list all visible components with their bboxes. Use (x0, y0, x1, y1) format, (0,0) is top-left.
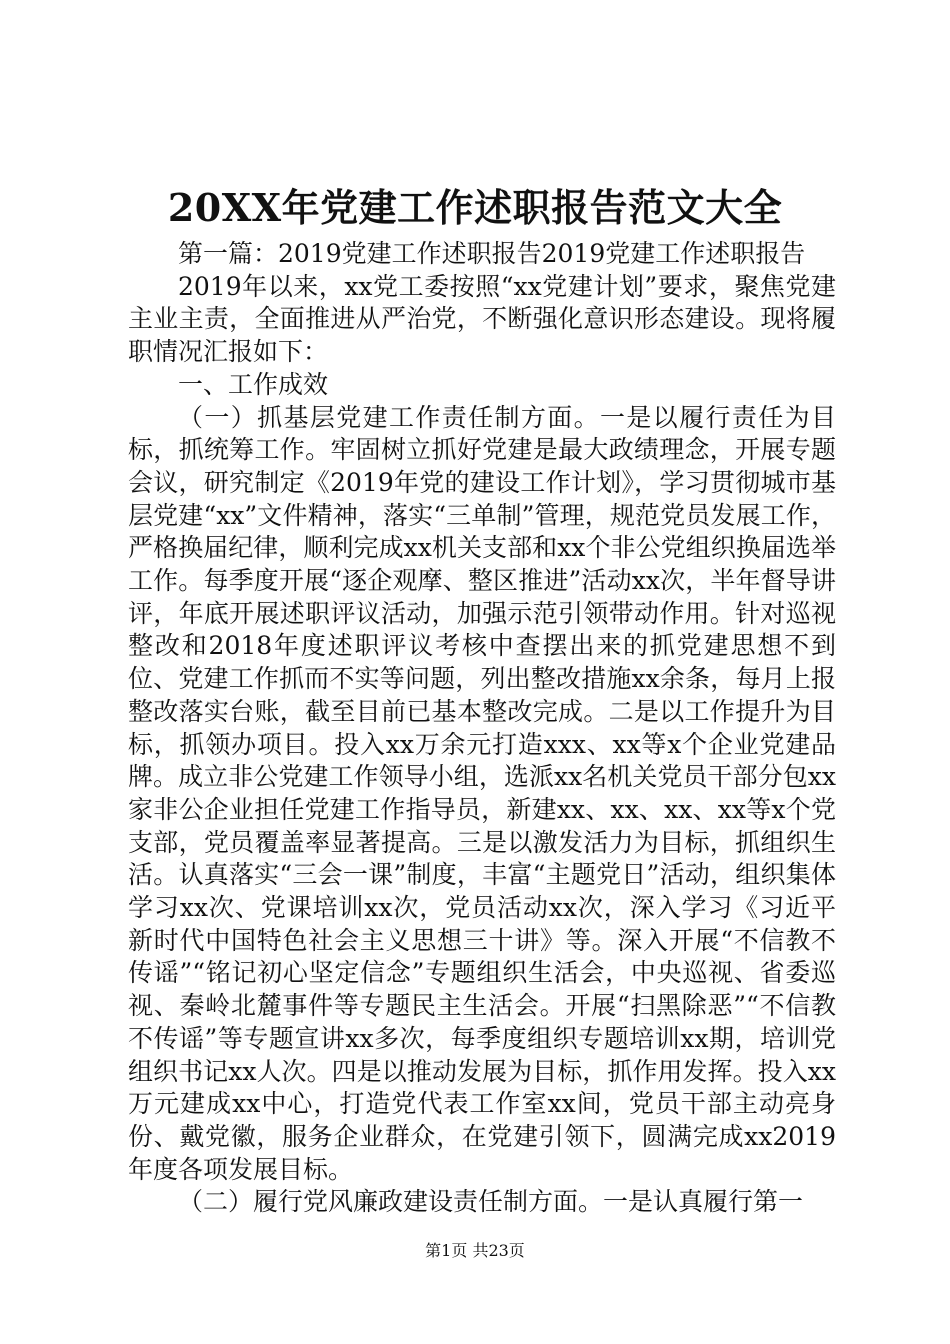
paragraph-section-heading: 第一篇：2019党建工作述职报告2019党建工作述职报告 (178, 239, 806, 268)
page-footer: 第1页 共23页 (425, 1241, 525, 1260)
paragraph-intro: 2019年以来，xx党工委按照“xx党建计划”要求，聚焦党建主业主责，全面推进从严治党，不断强化意识形态建设。现将履职情况汇报如下： (128, 271, 836, 367)
document-title: 20XX年党建工作述职报告范文大全 (167, 185, 783, 230)
paragraph-clean-governance: （二）履行党风廉政建设责任制方面。一是认真履行第一 (178, 1187, 804, 1217)
paragraph-grassroots-responsibility: （一）抓基层党建工作责任制方面。一是以履行责任为目标，抓统筹工作。牢固树立抓好党建是最大政绩理念，开展专题会议，研究制定《2019年党的建设工作计划》，学习贯彻城市基层党建“xx”文件精神，落实“三单制”管理，规范党员发展工作，严格换届纪律，顺利完成xx机关支部和xx个非公党组织换届选举工作。每季度开展“逐企观摩、整区推进”活动xx次，半年督导讲评，年底开展述职评议活动，加强示范引领带动作用。针对巡视整改和2018年度述职评议考核中查摆出来的抓党建思想不到位、党建工作抓而不实等问题，列出整改措施xx余条，每月上报整改落实台账，截至目前已基本整改完成。二是以工作提升为目标，抓领办项目。投入xx万余元打造xxx、xx等x个企业党建品牌。成立非公党建工作领导小组，选派xx名机关党员干部分包xx家非公企业担任党建工作指导员，新建xx、xx、xx、xx等x个党支部，党员覆盖率显著提高。三是以激发活力为目标，抓组织生活。认真落实“三会一课”制度，丰富“主题党日”活动，组织集体学习xx次、党课培训xx次，党员活动xx次，深入学习《习近平新时代中国特色社会主义思想三十讲》等。深入开展“不信教不传谣”“铭记初心坚定信念”专题组织生活会，中央巡视、省委巡视、秦岭北麓事件等专题民主生活会。开展“扫黑除恶”“不信教不传谣”等专题宣讲xx多次，每季度组织专题培训xx期，培训党组织书记xx人次。四是以推动发展为目标，抓作用发挥。投入xx万元建成xx中心，打造党代表工作室xx间，党员干部主动亮身份、戴党徽，服务企业群众，在党建引领下，圆满完成xx2019年度各项发展目标。 (128, 402, 836, 1184)
paragraph-work-results-heading: 一、工作成效 (178, 369, 329, 399)
document-body (128, 238, 836, 1219)
